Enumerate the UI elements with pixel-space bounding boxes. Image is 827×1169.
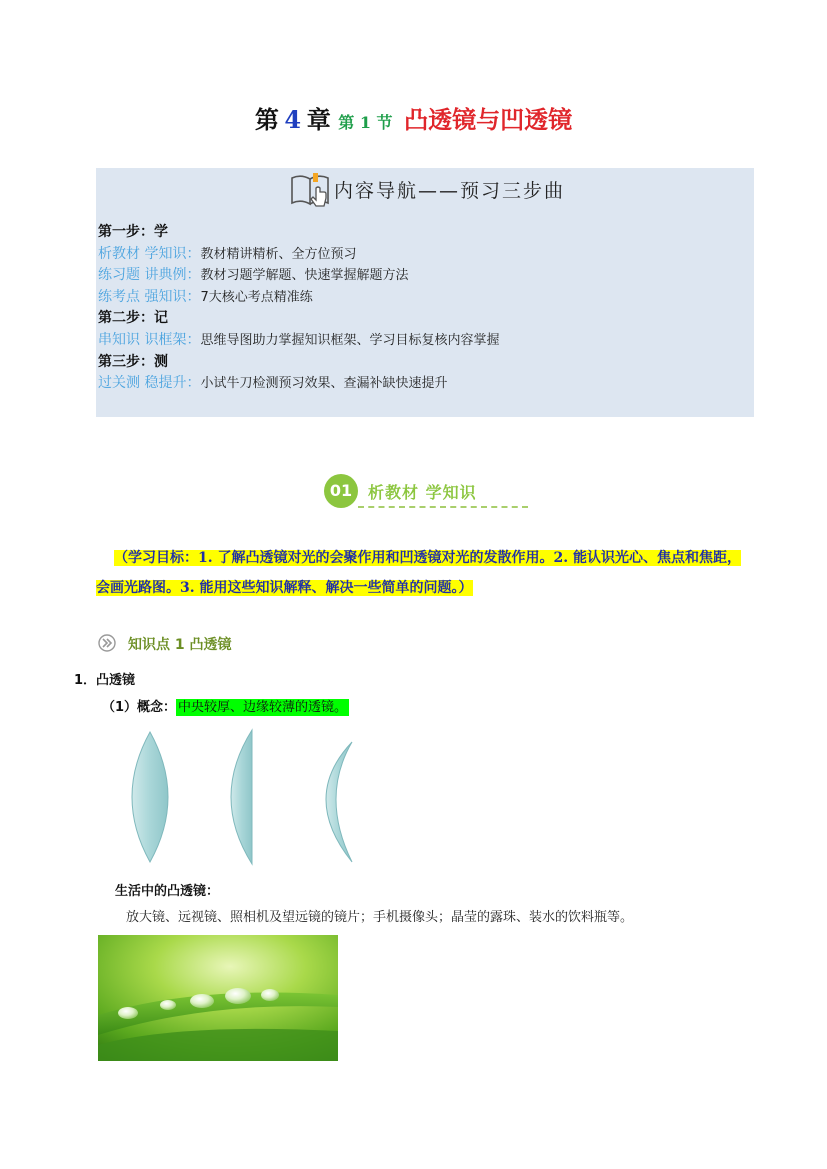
goal-line-2 xyxy=(96,573,764,603)
title-chapter-prefix: 第 xyxy=(254,105,279,134)
nav-item-key: 串知识 识框架： xyxy=(98,331,201,348)
biconvex-lens xyxy=(132,732,168,862)
life-examples-text: 放大镜、远视镜、照相机及望远镜的镜片；手机摄像头；晶莹的露珠、装水的饮料瓶等。 xyxy=(126,910,634,925)
title-chapter-suffix: 章 xyxy=(306,105,331,134)
dew-drops-photo xyxy=(98,935,338,1061)
section-title: 析教材 学知识 xyxy=(368,483,477,502)
book-pointer-icon xyxy=(289,170,333,210)
nav-item xyxy=(98,265,499,287)
nav-item-key: 练考点 强知识： xyxy=(98,288,201,305)
goal-text: 会画光路图。3. 能用这些知识解释、解决一些简单的问题。） xyxy=(96,580,473,596)
nav-item xyxy=(98,287,499,309)
goal-text: （学习目标：1. 了解凸透镜对光的会聚作用和凹透镜对光的发散作用。2. 能认识光心、焦点和焦距， xyxy=(114,550,741,566)
nav-item-desc: 教材习题学解题、快速掌握解题方法 xyxy=(200,268,409,284)
nav-item-key: 析教材 学知识： xyxy=(98,245,201,262)
nav-item xyxy=(98,244,499,266)
nav-header xyxy=(96,168,754,212)
content-navigation-box xyxy=(96,168,754,417)
meniscus-lens xyxy=(326,742,352,862)
step-label: 第一步：学 xyxy=(98,224,168,240)
concept-label: （1）概念： xyxy=(102,700,177,715)
learning-goal xyxy=(96,543,764,603)
convex-lens-illustrations xyxy=(120,728,370,866)
item-convex-lens: 1．凸透镜 xyxy=(74,673,136,688)
concept-line xyxy=(102,696,349,715)
knowledge-point-heading: 知识点 1 凸透镜 xyxy=(128,637,232,653)
section-underline xyxy=(358,506,528,508)
concept-text: 中央较厚、边缘较薄的透镜。 xyxy=(178,700,348,715)
title-section: 第 1 节 xyxy=(338,113,393,132)
nav-step-1 xyxy=(98,222,499,244)
title-name: 凸透镜与凹透镜 xyxy=(404,105,573,134)
nav-step-2 xyxy=(98,308,499,330)
section-badge xyxy=(324,474,506,510)
section-number: 01 xyxy=(324,474,358,508)
nav-item-key: 过关测 稳提升： xyxy=(98,375,201,392)
nav-title: 内容导航——预习三步曲 xyxy=(334,180,566,202)
nav-item-key: 练习题 讲典例： xyxy=(98,267,201,284)
chevron-circle-icon xyxy=(98,634,116,652)
goal-line-1 xyxy=(96,543,764,573)
page-title xyxy=(0,100,827,135)
life-examples-label: 生活中的凸透镜： xyxy=(115,884,220,899)
nav-item-desc: 教材精讲精析、全方位预习 xyxy=(200,246,357,262)
nav-item-desc: 7大核心考点精准练 xyxy=(200,289,313,305)
title-chapter-num: 4 xyxy=(284,105,302,134)
nav-item xyxy=(98,373,499,395)
nav-item-desc: 小试牛刀检测预习效果、查漏补缺快速提升 xyxy=(200,376,448,392)
nav-item xyxy=(98,330,499,352)
nav-lines xyxy=(98,222,499,395)
nav-step-3 xyxy=(98,352,499,374)
plano-convex-lens xyxy=(231,730,252,864)
step-label: 第二步：记 xyxy=(98,310,168,327)
step-label: 第三步：测 xyxy=(98,353,168,370)
nav-item-desc: 思维导图助力掌握知识框架、学习目标复核内容掌握 xyxy=(200,332,500,348)
